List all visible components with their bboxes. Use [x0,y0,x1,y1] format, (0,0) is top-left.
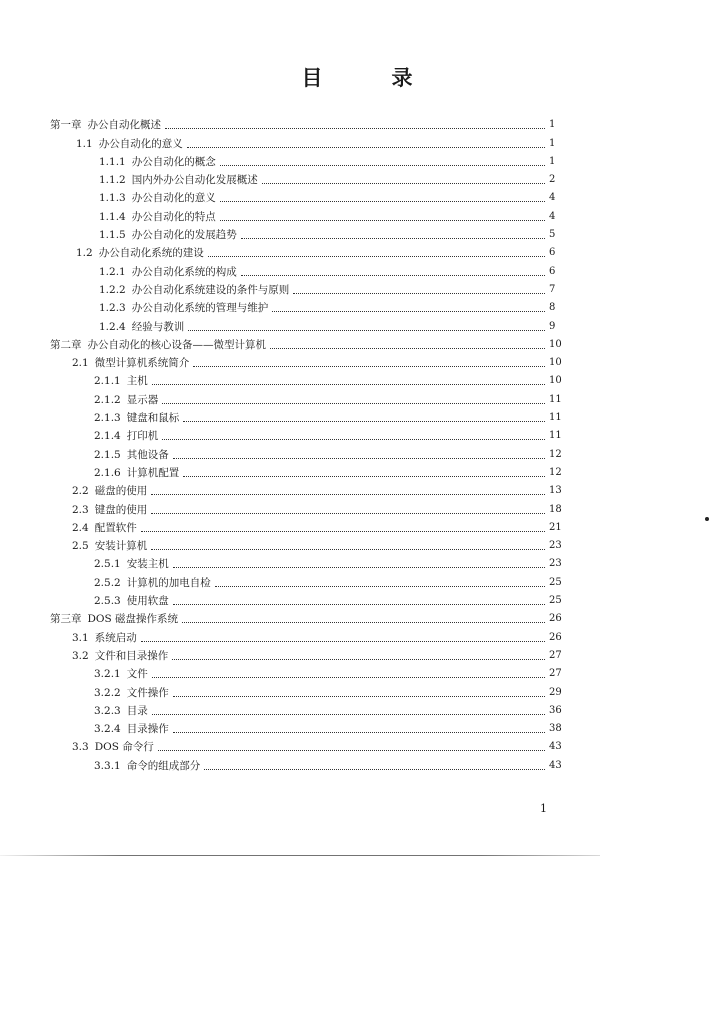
toc-entry-page: 11 [549,430,562,442]
dot-leader [241,275,545,276]
dot-leader [208,256,545,257]
toc-entry-page: 26 [549,631,562,643]
toc-entry-page: 6 [549,247,556,259]
toc-entry-section[interactable] [0,516,714,534]
toc-entry-subsection[interactable] [0,570,714,588]
dot-leader [173,458,545,459]
dot-leader [270,348,545,349]
dot-leader [152,714,545,715]
toc-entry-title: 办公自动化的特点 [131,210,216,223]
toc-entry-section[interactable] [0,644,714,662]
toc-entry-page: 5 [549,229,556,241]
toc-entry-section[interactable] [0,131,714,149]
toc-entry-title: 安装主机 [126,558,169,571]
dot-leader [173,604,545,605]
toc-entry-title: 办公自动化的概念 [131,155,216,168]
toc-entry-page: 11 [549,412,562,424]
toc-entry-number: 1.1.3 [99,192,126,205]
toc-entry-number: 第三章 [50,613,82,626]
toc-entry-number: 1.2.4 [99,320,126,333]
toc-entry-page: 10 [549,357,562,369]
toc-entry-number: 2.2 [72,485,89,498]
toc-entry-subsection[interactable] [0,223,714,241]
scan-speck [705,517,709,521]
toc-entry-number: 1.2.3 [99,302,126,315]
toc-entry-subsection[interactable] [0,168,714,186]
toc-entry-number: 2.1.2 [94,393,121,406]
toc-entry-number: 3.1 [72,631,89,644]
toc-entry-page: 25 [549,595,562,607]
toc-entry-number: 1.1.2 [99,174,126,187]
dot-leader [220,165,545,166]
dot-leader [193,366,545,367]
toc-entry-number: 2.4 [72,521,89,534]
toc-entry-title: 命令的组成部分 [126,759,201,772]
toc-entry-section[interactable] [0,351,714,369]
toc-entry-title: 办公自动化系统的建设 [98,247,204,260]
dot-leader [262,183,545,184]
toc-entry-subsection[interactable] [0,680,714,698]
toc-entry-page: 43 [549,759,562,771]
toc-entry-page: 23 [549,558,562,570]
toc-entry-title: 办公自动化系统的构成 [131,265,237,278]
toc-entry-page: 4 [549,210,556,222]
toc-entry-title: 显示器 [126,393,159,406]
toc-entry-title: 办公自动化的发展趋势 [131,229,237,242]
toc-entry-title: 键盘和鼠标 [126,412,180,425]
toc-entry-section[interactable] [0,625,714,643]
toc-entry-subsection[interactable] [0,589,714,607]
toc-entry-chapter-3[interactable] [0,607,714,625]
dot-leader [173,732,545,733]
toc-entry-title: 使用软盘 [126,595,169,608]
toc-entry-page: 43 [549,741,562,753]
toc-entry-number: 1.1 [76,137,93,150]
toc-entry-section[interactable] [0,534,714,552]
toc-entry-subsection[interactable] [0,278,714,296]
toc-entry-subsection[interactable] [0,424,714,442]
toc-entry-page: 4 [549,192,556,204]
toc-entry-number: 2.1.4 [94,430,121,443]
toc-entry-subsection[interactable] [0,387,714,405]
dot-leader [173,696,545,697]
dot-leader [188,330,545,331]
toc-entry-section[interactable] [0,735,714,753]
toc-entry-number: 3.3 [72,741,89,754]
toc-entry-title: DOS 命令行 [94,741,154,754]
toc-entry-page: 1 [549,119,556,131]
toc-entry-title: 办公自动化概述 [87,119,161,132]
dot-leader [162,403,545,404]
toc-entry-page: 36 [549,704,562,716]
toc-entry-subsection[interactable] [0,204,714,222]
dot-leader [141,531,545,532]
toc-entry-number: 2.1.5 [94,448,121,461]
toc-entry-page: 26 [549,613,562,625]
toc-entry-number: 2.5.3 [94,595,121,608]
toc-entry-title: 文件和目录操作 [94,649,169,662]
toc-entry-number: 1.1.5 [99,229,126,242]
toc-entry-subsection[interactable] [0,662,714,680]
toc-entry-title: 办公自动化的核心设备——微型计算机 [87,338,266,351]
toc-entry-subsection[interactable] [0,369,714,387]
dot-leader [204,769,545,770]
toc-entry-title: 键盘的使用 [94,503,148,516]
toc-entry-title: 磁盘的使用 [94,485,148,498]
toc-entry-title: 其他设备 [126,448,169,461]
toc-entry-page: 11 [549,393,562,405]
toc-entry-number: 2.5 [72,540,89,553]
toc-entry-number: 2.1.3 [94,412,121,425]
toc-entry-subsection[interactable] [0,150,714,168]
toc-entry-subsection[interactable] [0,406,714,424]
toc-entry-chapter-2[interactable] [0,333,714,351]
dot-leader [173,567,545,568]
dot-leader [151,494,545,495]
table-of-contents [0,113,714,772]
toc-entry-subsection[interactable] [0,699,714,717]
dot-leader [141,641,545,642]
dot-leader [151,513,545,514]
toc-entry-number: 3.2 [72,649,89,662]
toc-entry-page: 27 [549,649,562,661]
toc-entry-section[interactable] [0,479,714,497]
dot-leader [241,238,545,239]
toc-entry-number: 1.2 [76,247,93,260]
dot-leader [183,476,545,477]
dot-leader [215,586,545,587]
toc-entry-page: 8 [549,302,556,314]
toc-entry-title: 办公自动化的意义 [131,192,216,205]
toc-entry-number: 1.2.2 [99,283,126,296]
dot-leader [187,147,545,148]
toc-entry-section[interactable] [0,241,714,259]
dot-leader [158,750,545,751]
toc-entry-title: 办公自动化系统建设的条件与原则 [131,283,290,296]
toc-entry-page: 2 [549,174,556,186]
toc-entry-number: 第一章 [50,119,82,132]
toc-entry-number: 1.2.1 [99,265,126,278]
toc-entry-title: 文件 [126,668,148,681]
dot-leader [162,439,545,440]
toc-entry-page: 1 [549,155,556,167]
toc-entry-number: 3.2.2 [94,686,121,699]
toc-entry-title: 计算机的加电自检 [126,576,211,589]
toc-entry-section[interactable] [0,497,714,515]
toc-entry-number: 1.1.4 [99,210,126,223]
toc-entry-page: 12 [549,448,562,460]
toc-entry-page: 1 [549,137,556,149]
toc-entry-page: 21 [549,521,562,533]
toc-entry-title: 系统启动 [94,631,137,644]
toc-entry-page: 6 [549,265,556,277]
dot-leader [272,311,545,312]
toc-entry-subsection[interactable] [0,442,714,460]
toc-entry-title: 经验与教训 [131,320,185,333]
toc-entry-page: 27 [549,668,562,680]
toc-entry-page: 38 [549,723,562,735]
toc-entry-title: 办公自动化系统的管理与维护 [131,302,269,315]
toc-entry-number: 2.5.1 [94,558,121,571]
dot-leader [293,293,545,294]
toc-entry-title: 目录 [126,704,148,717]
toc-entry-number: 1.1.1 [99,155,126,168]
toc-entry-page: 10 [549,375,562,387]
toc-entry-number: 3.2.4 [94,723,121,736]
toc-entry-subsection[interactable] [0,552,714,570]
toc-entry-number: 2.5.2 [94,576,121,589]
toc-entry-title: 目录操作 [126,723,169,736]
toc-entry-title: 计算机配置 [126,466,180,479]
toc-entry-title: 配置软件 [94,521,137,534]
dot-leader [220,201,545,202]
toc-entry-page: 29 [549,686,562,698]
toc-entry-number: 3.2.1 [94,668,121,681]
toc-entry-page: 7 [549,283,556,295]
toc-entry-title: 打印机 [126,430,159,443]
toc-entry-subsection[interactable] [0,314,714,332]
dot-leader [152,384,545,385]
toc-entry-number: 3.3.1 [94,759,121,772]
toc-entry-subsection[interactable] [0,717,714,735]
dot-leader [165,128,545,129]
dot-leader [172,659,545,660]
toc-entry-title: 办公自动化的意义 [98,137,183,150]
toc-entry-subsection[interactable] [0,296,714,314]
toc-entry-title: 文件操作 [126,686,169,699]
toc-entry-chapter-1[interactable] [0,113,714,131]
toc-entry-page: 10 [549,338,562,350]
toc-entry-number: 2.1 [72,357,89,370]
toc-entry-number: 3.2.3 [94,704,121,717]
dot-leader [182,622,545,623]
scan-edge-line [0,855,600,856]
toc-entry-page: 13 [549,485,562,497]
toc-entry-page: 18 [549,503,562,515]
toc-entry-subsection[interactable] [0,461,714,479]
toc-entry-title: 国内外办公自动化发展概述 [131,174,258,187]
toc-entry-number: 2.1.6 [94,466,121,479]
toc-entry-title: 主机 [126,375,148,388]
dot-leader [152,677,545,678]
dot-leader [183,421,545,422]
toc-entry-number: 2.3 [72,503,89,516]
toc-entry-subsection[interactable] [0,259,714,277]
toc-entry-page: 9 [549,320,556,332]
toc-entry-title: DOS 磁盘操作系统 [87,613,179,626]
toc-entry-page: 25 [549,576,562,588]
toc-entry-subsection[interactable] [0,753,714,771]
toc-entry-page: 12 [549,466,562,478]
dot-leader [220,220,545,221]
toc-entry-title: 安装计算机 [94,540,148,553]
toc-entry-title: 微型计算机系统简介 [94,357,190,370]
page-title: 目 录 [301,66,437,90]
toc-entry-number: 2.1.1 [94,375,121,388]
toc-entry-subsection[interactable] [0,186,714,204]
dot-leader [151,549,545,550]
toc-entry-number: 第二章 [50,338,82,351]
toc-entry-page: 23 [549,540,562,552]
page-number: 1 [540,802,547,815]
